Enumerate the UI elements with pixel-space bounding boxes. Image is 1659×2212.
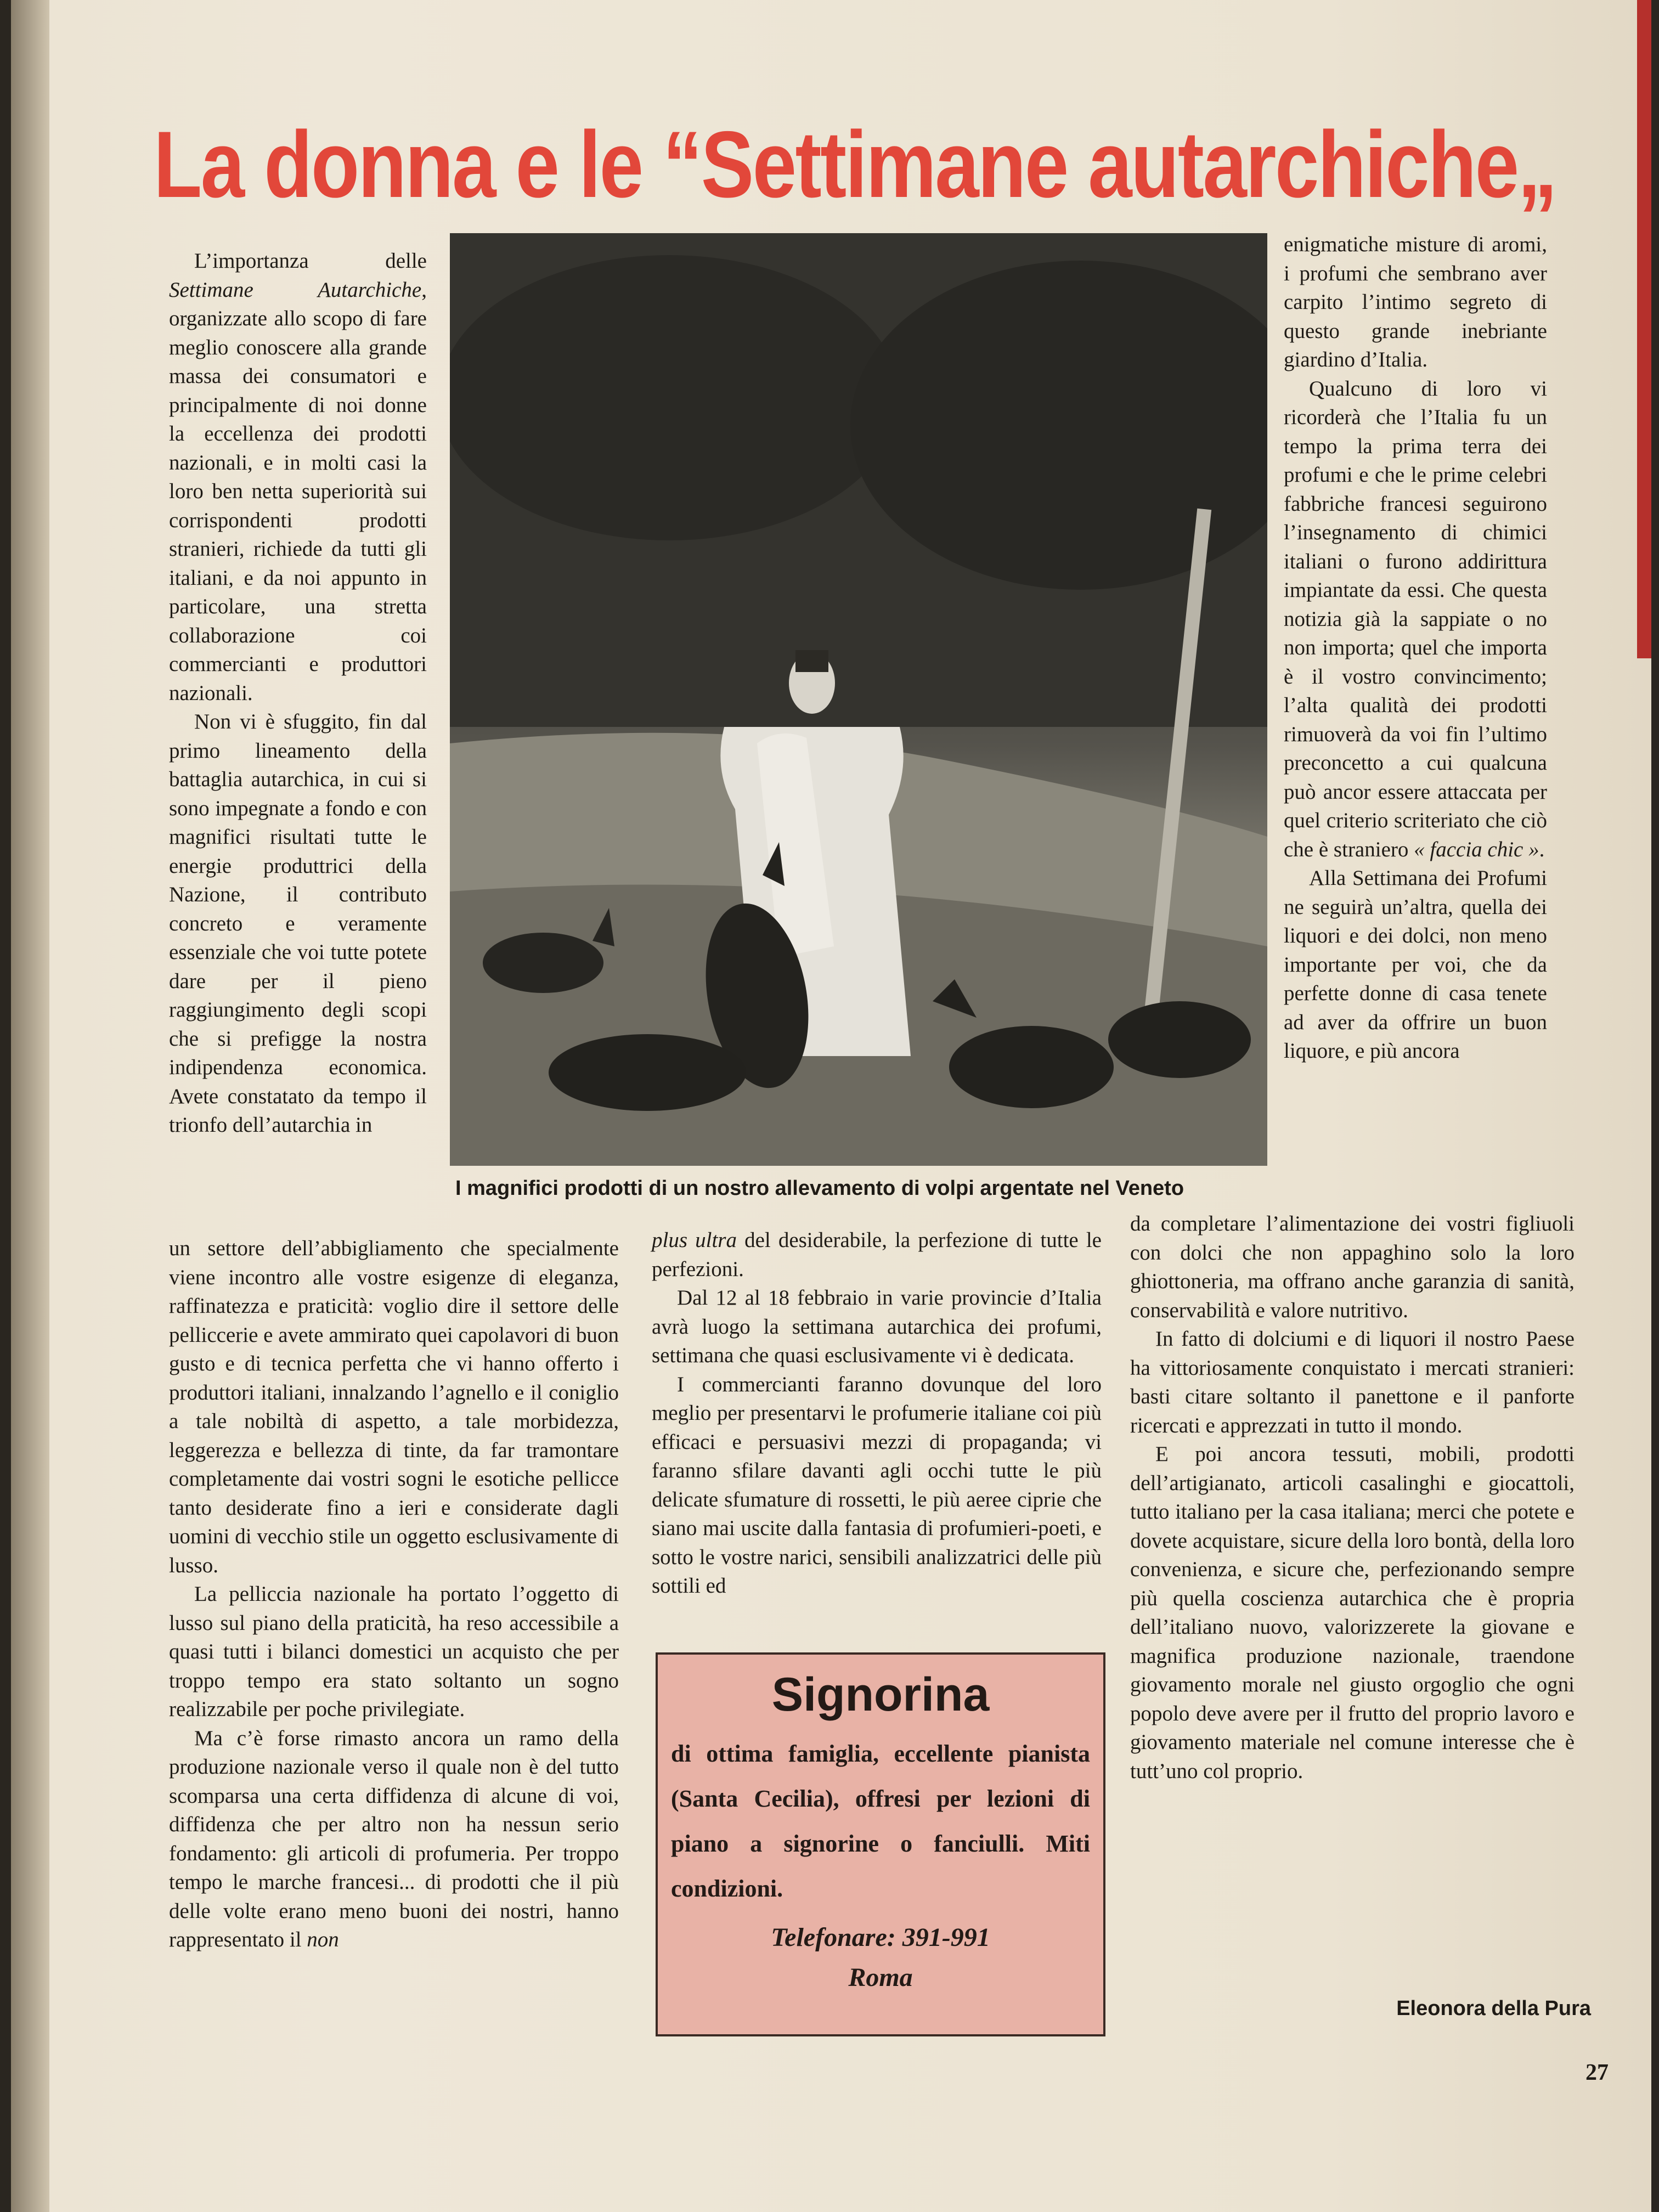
paragraph: Qualcuno di loro vi ricorderà che l’Italia fu un tempo la prima terra dei profumi e che le prime celebri fabbriche francesi seguirono l’insegnamento di chimici italiani o furono addirittura impiantate da essi. Che questa notizia già la sappiate o no non importa; quel che importa è il vostro convincimento; l’alta qualità dei prodotti rimuoverà da voi fin l’ultimo preconcetto a cui qualcuna può ancor essere attaccata per quel criterio scriteriato che ciò che è straniero « faccia chic ». xyxy=(1284,376,1547,861)
paragraph: plus ultra del desiderabile, la perfezione di tutte le perfezioni. xyxy=(652,1228,1102,1281)
paragraph: Ma c’è forse rimasto ancora un ramo della produzione nazionale verso il quale non è del tutto scomparsa una certa diffidenza di alcune di voi, diffidenza che per altro non ha nessun serio fondamento: gli articoli di profumeria. Per troppo tempo le marche francesi... di prodotti che il più delle volte erano meno buoni dei nostri, hanno rappresentato il non xyxy=(169,1726,619,1951)
paragraph: Dal 12 al 18 febbraio in varie provincie d’Italia avrà luogo la settimana autarchica dei profumi, settimana che quasi esclusivamente vi è dedicata. xyxy=(652,1286,1102,1367)
paragraph: da completare l’alimentazione dei vostri figliuoli con dolci che non appaghino solo la loro ghiottoneria, ma offrano anche garanzia di sanità, conservabilità e valore nutritivo. xyxy=(1130,1212,1575,1322)
paragraph: Alla Settimana dei Profumi ne seguirà un’altra, quella dei liquori e dei dolci, non meno importante per voi, che da perfette donne di casa tenete ad aver da offrire un buon liquore, e più ancora xyxy=(1284,866,1547,1063)
article-column-1 xyxy=(169,247,427,1140)
article-title: La donna e le “Settimane autarchiche„ xyxy=(154,112,1556,217)
magazine-page xyxy=(11,0,1651,2212)
photo-caption: I magnifici prodotti di un nostro allevamento di volpi argentate nel Veneto xyxy=(455,1177,1184,1200)
fox-farm-photo xyxy=(450,233,1267,1166)
article-column-2 xyxy=(1284,230,1547,1066)
paragraph: E poi ancora tessuti, mobili, prodotti dell’artigianato, articoli casalinghi e giocattoli, tutto italiano per la casa italiana; merci che potete e dovete acquistare, sicure della loro bontà, della loro convenienza, e sicure che, perfezionando sempre più quella coscienza autarchica che è propria dell’italiano nuovo, valorizzerete la giovane e magnifica produzione nazionale, traendone giovamento morale nel giusto orgoglio che ogni popolo deve avere per il frutto del proprio lavoro e giovamento materiale nel comune interesse che è tutt’uno col proprio. xyxy=(1130,1442,1575,1783)
paragraph: I commercianti faranno dovunque del loro meglio per presentarvi le profumerie italiane coi più efficaci e persuasivi mezzi di propaganda; vi faranno sfilare davanti agli occhi tutte le più delicate sfumature di rossetti, le più aeree ciprie che siano mai uscite dalla fantasia di profumieri-poeti, e sotto le vostre narici, sensibili analizzatrici delle più sottili ed xyxy=(652,1372,1102,1598)
photo-illustration xyxy=(450,233,1267,1166)
ad-phone: Telefonare: 391-991 xyxy=(771,1923,990,1952)
article-column-4 xyxy=(652,1226,1102,1601)
paragraph: In fatto di dolciumi e di liquori il nostro Paese ha vittoriosamente conquistato i mercati stranieri: basti citare soltanto il panettone e il panforte ricercati e apprezzati in tutto il mondo. xyxy=(1130,1327,1575,1437)
article-column-5 xyxy=(1130,1210,1575,1786)
classified-ad xyxy=(656,1652,1105,2036)
paragraph: un settore dell’abbigliamento che specialmente viene incontro alle vostre esigenze di eleganza, raffinatezza e praticità: voglio dire il settore delle pelliccerie e avete ammirato quei capolavori di buon gusto e di tecnica perfetta che vi hanno offerto i produttori italiani, innalzando l’agnello e il coniglio a tale nobiltà di aspetto, a tale morbidezza, leggerezza e bellezza di tinte, da far tramontare completamente dai vostri sogni le esotiche pellicce tanto desiderate fino a ieri e considerate dagli uomini di vecchio stile un oggetto esclusivamente di lusso. xyxy=(169,1237,619,1577)
page-binding xyxy=(11,0,49,2212)
paragraph: enigmatiche misture di aromi, i profumi che sembrano aver carpito l’intimo segreto di questo grande inebriante giardino d’Italia. xyxy=(1284,233,1547,371)
cover-edge-strip xyxy=(1637,0,1651,658)
paragraph: Non vi è sfuggito, fin dal primo lineamento della battaglia autarchica, in cui si sono impegnate a fondo e con magnifici risultati tutte le energie produttrici della Nazione, il contributo concreto e veramente essenziale che voi tutte potete dare per il pieno raggiungimento degli scopi che si prefigge la nostra indipendenza economica. Avete constatato da tempo il trionfo dell’autarchia in xyxy=(169,710,427,1137)
ad-headline: Signorina xyxy=(771,1668,990,1721)
article-column-3 xyxy=(169,1234,619,1955)
author-signature: Eleonora della Pura xyxy=(1396,1997,1591,2020)
ad-city: Roma xyxy=(848,1963,913,1992)
ad-body: di ottima famiglia, eccellente pianista (Santa Cecilia), offresi per lezioni di piano a signorine o fanciulli. Miti condizioni. xyxy=(671,1740,1090,1902)
page-number: 27 xyxy=(1585,2060,1609,2085)
paragraph: La pelliccia nazionale ha portato l’oggetto di lusso sul piano della praticità, ha reso accessibile a quasi tutti i bilanci domestici un acquisto che per troppo tempo era stato soltanto un sogno realizzabile per poche privilegiate. xyxy=(169,1582,619,1721)
paragraph: L’importanza delle Settimane Autarchiche, organizzate allo scopo di fare meglio conoscere alla grande massa dei consumatori e principalmente di noi donne la eccellenza dei prodotti nazionali, e in molti casi la loro ben netta superiorità sui corrispondenti prodotti stranieri, richiede da tutti gli italiani, e da noi appunto in particolare, una stretta collaborazione coi commercianti e produttori nazionali. xyxy=(169,249,427,705)
